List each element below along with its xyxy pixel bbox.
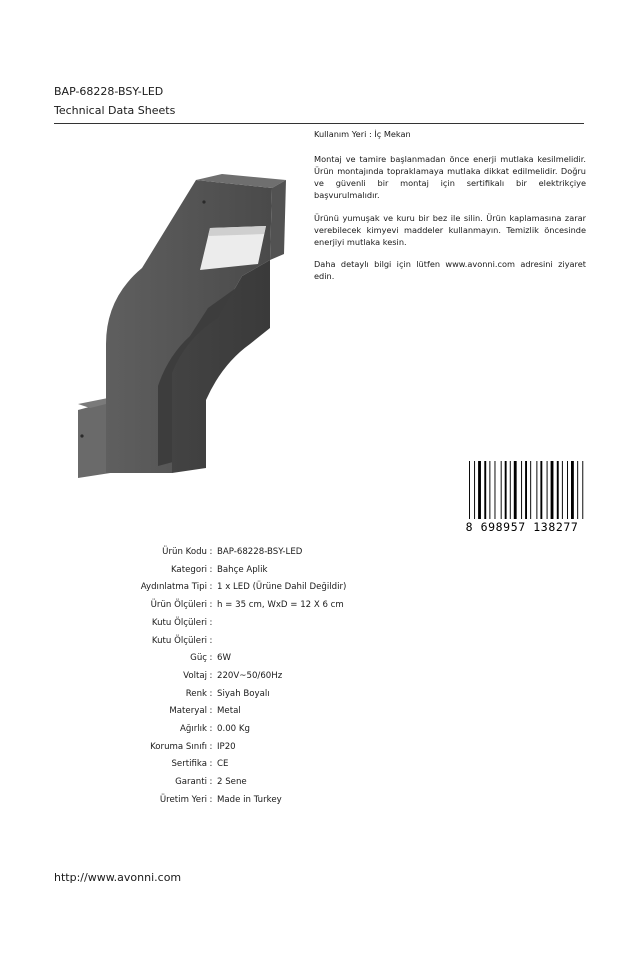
usage-location: Kullanım Yeri : İç Mekan (314, 129, 411, 139)
spec-label: Ürün Ölçüleri (150, 600, 207, 611)
spec-row (90, 756, 346, 774)
website-link[interactable]: http://www.avonni.com (54, 871, 182, 884)
spec-row (90, 721, 346, 739)
barcode-bar (501, 461, 502, 519)
barcode-bar (484, 461, 486, 519)
product-image (72, 168, 292, 483)
barcode-bar (557, 461, 559, 519)
barcode-bar (514, 461, 517, 519)
document-subtitle: Technical Data Sheets (54, 104, 176, 117)
spec-value: Made in Turkey (217, 794, 282, 805)
barcode-bars (469, 461, 583, 519)
spec-separator: : (209, 741, 213, 752)
spec-separator: : (209, 759, 213, 770)
spec-separator: : (209, 777, 213, 788)
document-header (54, 84, 584, 124)
spec-row (90, 562, 346, 580)
barcode-bar (525, 461, 527, 519)
barcode-bar (540, 461, 542, 519)
spec-label: Kategori (170, 564, 207, 575)
info-paragraph: Daha detaylı bilgi için lütfen www.avonni.com adresini ziyaret edin. (314, 259, 586, 281)
spec-row (90, 739, 346, 757)
spec-separator: : (209, 564, 213, 575)
spec-label: Materyal (169, 706, 207, 717)
spec-row (90, 633, 346, 651)
barcode-bar (495, 461, 496, 519)
barcode-bar (562, 461, 563, 519)
spec-label: Kutu Ölçüleri (151, 617, 207, 628)
barcode-bar (530, 461, 531, 519)
spec-value (215, 633, 217, 651)
info-paragraph: Ürünü yumuşak ve kuru bir bez ile silin. Ürün kaplamasına zarar verebilecek kimyevi maddeler kullanmayın. Temizlik öncesinde enerjiyi mutlaka kesin. (314, 212, 586, 247)
spec-separator: : (209, 688, 213, 699)
spec-value: h = 35 cm, WxD = 12 X 6 cm (217, 600, 344, 611)
barcode-bar (489, 461, 490, 519)
spec-separator: : (209, 635, 213, 646)
spec-value: CE (217, 759, 229, 770)
spec-value: 0.00 Kg (217, 724, 250, 735)
spec-value: Bahçe Aplik (217, 564, 268, 575)
spec-label: Ağırlık (179, 724, 207, 735)
spec-separator: : (209, 653, 213, 664)
barcode-bar (582, 461, 583, 519)
spec-row (90, 774, 346, 792)
barcode-bar (505, 461, 507, 519)
spec-row (90, 597, 346, 615)
barcode-bar (536, 461, 537, 519)
spec-value: IP20 (217, 741, 236, 752)
info-paragraph: Montaj ve tamire başlanmadan önce enerji mutlaka kesilmelidir. Ürün montajında topraklamaya mutlaka dikkat edilmelidir. Doğru ve güvenli bir montaj için sertifikalı bir elektrikçiye başvurulmalıdır. (314, 154, 586, 200)
spec-row (90, 686, 346, 704)
spec-table (90, 544, 346, 810)
spec-separator: : (209, 706, 213, 717)
spec-row (90, 703, 346, 721)
spec-label: Kutu Ölçüleri (151, 635, 207, 646)
spec-label: Koruma Sınıfı (150, 741, 207, 752)
spec-value: Metal (217, 706, 241, 717)
barcode-bar (567, 461, 568, 519)
spec-separator: : (209, 724, 213, 735)
barcode-bar (510, 461, 511, 519)
spec-row (90, 579, 346, 597)
info-block (314, 128, 586, 293)
barcode-bar (478, 461, 481, 519)
barcode (459, 461, 585, 533)
barcode-bar (551, 461, 554, 519)
barcode-bar (547, 461, 548, 519)
spec-separator: : (209, 582, 213, 593)
spec-value (215, 615, 217, 633)
spec-separator: : (209, 794, 213, 805)
spec-separator: : (209, 600, 213, 611)
spec-label: Renk (185, 688, 207, 699)
spec-label: Voltaj (183, 670, 207, 681)
spec-value: 6W (217, 653, 231, 664)
spec-label: Güç (190, 653, 207, 664)
barcode-digits: 8 698957 138277 (465, 520, 579, 533)
spec-label: Ürün Kodu (162, 547, 207, 557)
barcode-bar (521, 461, 522, 519)
spec-value: 2 Sene (217, 777, 247, 788)
spec-row (90, 792, 346, 810)
spec-row (90, 650, 346, 668)
header-divider (54, 123, 584, 124)
spec-value: Siyah Boyalı (217, 688, 270, 699)
spec-row (90, 668, 346, 686)
spec-separator: : (209, 617, 213, 628)
barcode-bar (469, 461, 470, 519)
spec-row (90, 544, 346, 562)
spec-label: Garanti (175, 777, 207, 788)
spec-value: 220V~50/60Hz (217, 670, 283, 681)
spec-value: 1 x LED (Ürüne Dahil Değildir) (217, 582, 347, 593)
spec-label: Aydınlatma Tipi (140, 582, 207, 593)
barcode-bar (571, 461, 574, 519)
spec-row (90, 615, 346, 633)
spec-separator: : (209, 670, 213, 681)
spec-value: BAP-68228-BSY-LED (217, 547, 303, 557)
spec-label: Sertifika (171, 759, 207, 770)
spec-label: Üretim Yeri (159, 794, 207, 805)
barcode-bar (474, 461, 475, 519)
product-code-title: BAP-68228-BSY-LED (54, 85, 164, 98)
barcode-bar (577, 461, 578, 519)
spec-separator: : (209, 547, 213, 557)
